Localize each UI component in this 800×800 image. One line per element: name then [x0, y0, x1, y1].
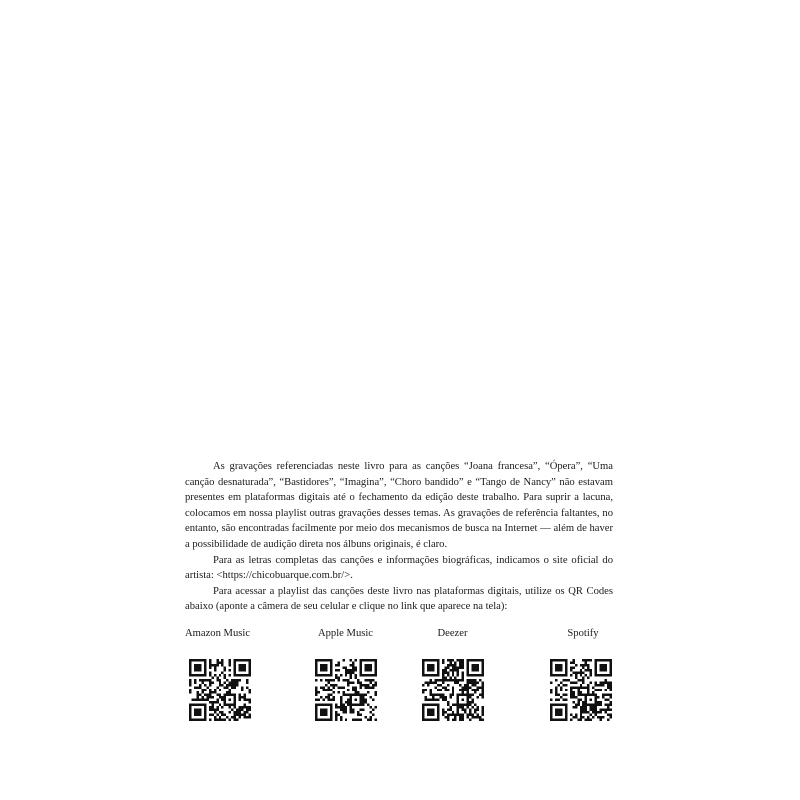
- qr-label-apple-music: Apple Music: [317, 628, 374, 639]
- paragraph-qr-instructions: Para acessar a playlist das canções deste livro nas plataformas digitais, utilize os QR Codes abaixo (aponte a câmera de seu celular e clique no link que aparece na tela):: [185, 585, 613, 613]
- qr-label-spotify: Spotify: [567, 628, 599, 639]
- paragraph-lyrics-site: Para as letras completas das canções e informações biográficas, indicamos o site oficial do artista: <https://chicobuarque.com.br/>.: [185, 554, 613, 582]
- qr-code-deezer[interactable]: [422, 659, 484, 721]
- qr-code-amazon-music[interactable]: [189, 659, 251, 721]
- qr-item-amazon-music: [185, 627, 292, 721]
- qr-item-deezer: [399, 627, 506, 721]
- qr-label-deezer: Deezer: [437, 628, 468, 639]
- qr-label-amazon-music: Amazon Music: [185, 628, 251, 639]
- qr-code-apple-music[interactable]: [315, 659, 377, 721]
- playlist-note-text: [185, 459, 613, 615]
- qr-item-apple-music: [292, 627, 399, 721]
- paragraph-recordings: As gravações referenciadas neste livro para as canções “Joana francesa”, “Ópera”, “Uma canção desnaturada”, “Bastidores”, “Imagina”, “Choro bandido” e “Tango de Nancy” não estavam presentes em plataformas digitais até o fechamento da edição deste trabalho. Para suprir a lacuna, colocamos em nossa playlist outras gravações desses temas. As gravações de referência faltantes, no entanto, são encontradas facilmente por meio dos mecanismos de busca na Internet — além de haver a possibilidade de audição direta nos álbuns originais, é claro.: [185, 461, 613, 550]
- qr-item-spotify: [506, 627, 613, 721]
- qr-code-spotify[interactable]: [550, 659, 612, 721]
- qr-code-row: [185, 627, 613, 721]
